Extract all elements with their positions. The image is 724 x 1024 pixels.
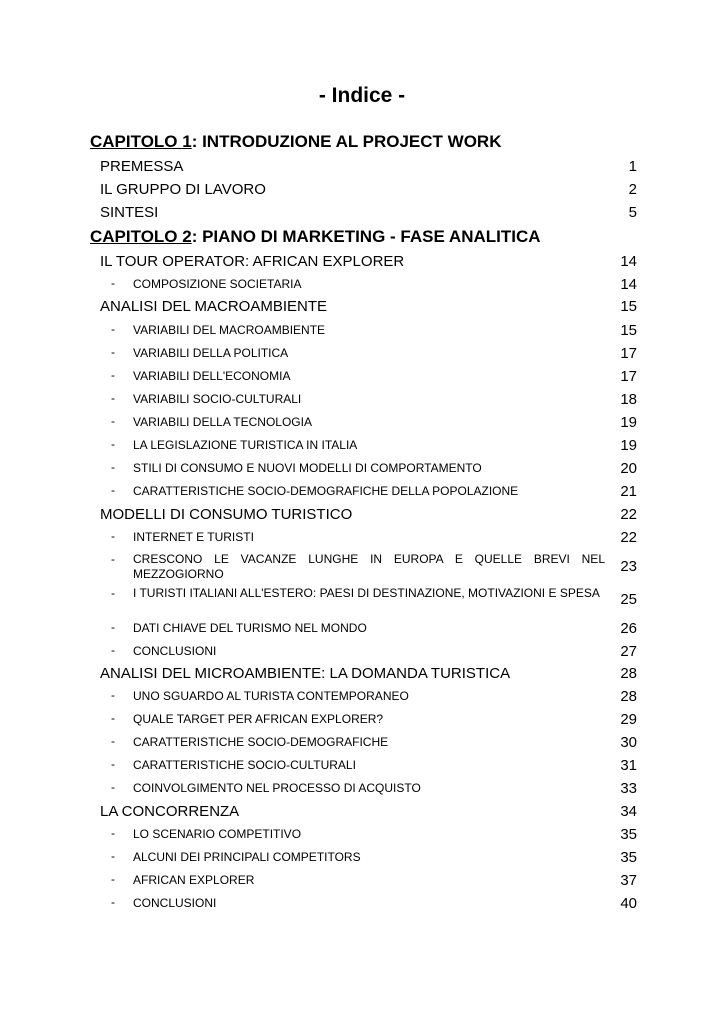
toc-entry-label: INTERNET E TURISTI — [133, 530, 254, 544]
chapter-2-title: : PIANO DI MARKETING - FASE ANALITICA — [191, 227, 541, 246]
toc-entry-label: SINTESI — [100, 204, 159, 221]
toc-entry-label: CARATTERISTICHE SOCIO-CULTURALI — [133, 758, 356, 772]
toc-entry-page: 29 — [620, 711, 637, 728]
toc-entry-page: 22 — [620, 529, 637, 546]
list-dash: - — [111, 711, 115, 725]
page-title: - Indice - — [318, 84, 406, 107]
list-dash: - — [111, 391, 115, 405]
chapter-2-number: CAPITOLO 2 — [90, 227, 192, 246]
toc-entry-page: 28 — [620, 688, 637, 705]
toc-entry-label: LA CONCORRENZA — [100, 803, 240, 820]
toc-entry-page: 22 — [620, 506, 637, 523]
toc-entry-label: I TURISTI ITALIANI ALL'ESTERO: PAESI DI DESTINAZIONE, MOTIVAZIONI E SPESA — [133, 586, 600, 600]
list-dash: - — [111, 620, 115, 634]
list-dash: - — [111, 460, 115, 474]
toc-entry-page: 14 — [620, 253, 637, 270]
chapter-1-number: CAPITOLO 1 — [90, 132, 192, 151]
list-dash: - — [111, 322, 115, 336]
toc-entry-page: 40 — [620, 895, 637, 912]
toc-entry-label: UNO SGUARDO AL TURISTA CONTEMPORANEO — [133, 689, 409, 703]
toc-entry-label: ALCUNI DEI PRINCIPALI COMPETITORS — [133, 850, 361, 864]
toc-entry-label: VARIABILI DEL MACROAMBIENTE — [133, 323, 326, 337]
toc-entry-page: 35 — [620, 849, 637, 866]
chapter-2-heading[interactable] — [90, 227, 541, 247]
list-dash: - — [111, 414, 115, 428]
list-dash: - — [111, 529, 115, 543]
toc-entry-page: 23 — [620, 558, 637, 575]
toc-entry-page: 15 — [620, 322, 637, 339]
list-dash: - — [111, 872, 115, 886]
toc-entry-page: 34 — [620, 803, 637, 820]
list-dash: - — [111, 849, 115, 863]
toc-entry-label: COMPOSIZIONE SOCIETARIA — [133, 277, 302, 291]
list-dash: - — [111, 586, 115, 600]
toc-entry-label: AFRICAN EXPLORER — [133, 873, 255, 887]
toc-entry-label: CARATTERISTICHE SOCIO-DEMOGRAFICHE DELLA POPOLAZIONE — [133, 484, 519, 498]
toc-entry-label: DATI CHIAVE DEL TURISMO NEL MONDO — [133, 621, 367, 635]
list-dash: - — [111, 276, 115, 290]
list-dash: - — [111, 688, 115, 702]
list-dash: - — [111, 345, 115, 359]
toc-entry-label: LO SCENARIO COMPETITIVO — [133, 827, 302, 841]
toc-entry-page: 15 — [620, 298, 637, 315]
toc-entry-page: 18 — [620, 391, 637, 408]
toc-entry-page: 37 — [620, 872, 637, 889]
list-dash: - — [111, 643, 115, 657]
toc-entry-page: 5 — [628, 204, 637, 221]
toc-entry-label: ANALISI DEL MICROAMBIENTE: LA DOMANDA TURISTICA — [100, 665, 511, 682]
toc-entry-page: 27 — [620, 643, 637, 660]
toc-entry-label: VARIABILI SOCIO-CULTURALI — [133, 392, 302, 406]
toc-entry-page: 17 — [620, 345, 637, 362]
list-dash: - — [111, 552, 115, 566]
toc-entry-page: 19 — [620, 414, 637, 431]
chapter-1-heading[interactable] — [90, 132, 501, 152]
list-dash: - — [111, 734, 115, 748]
toc-entry-page: 35 — [620, 826, 637, 843]
toc-entry-label: CRESCONO LE VACANZE LUNGHE IN EUROPA E QUELLE BREVI NEL MEZZOGIORNO — [133, 552, 605, 581]
toc-entry-label: CONCLUSIONI — [133, 896, 217, 910]
toc-entry-page: 1 — [628, 158, 637, 175]
toc-entry-label: ANALISI DEL MACROAMBIENTE — [100, 298, 327, 315]
toc-entry-page: 30 — [620, 734, 637, 751]
toc-entry-label: QUALE TARGET PER AFRICAN EXPLORER? — [133, 712, 384, 726]
toc-entry-label: IL TOUR OPERATOR: AFRICAN EXPLORER — [100, 253, 405, 270]
toc-entry-page: 19 — [620, 437, 637, 454]
toc-entry-label: CARATTERISTICHE SOCIO-DEMOGRAFICHE — [133, 735, 389, 749]
toc-entry-label: MODELLI DI CONSUMO TURISTICO — [100, 506, 353, 523]
toc-entry-page: 21 — [620, 483, 637, 500]
toc-entry-page: 25 — [620, 591, 637, 608]
toc-entry-label: COINVOLGIMENTO NEL PROCESSO DI ACQUISTO — [133, 781, 421, 795]
toc-entry-label: PREMESSA — [100, 158, 184, 175]
list-dash: - — [111, 368, 115, 382]
toc-entry-page: 28 — [620, 665, 637, 682]
list-dash: - — [111, 895, 115, 909]
toc-entry-page: 17 — [620, 368, 637, 385]
toc-entry-label: VARIABILI DELLA POLITICA — [133, 346, 289, 360]
list-dash: - — [111, 780, 115, 794]
toc-entry-label: CONCLUSIONI — [133, 644, 217, 658]
toc-entry-page: 33 — [620, 780, 637, 797]
toc-entry-page: 31 — [620, 757, 637, 774]
toc-entry-label: IL GRUPPO DI LAVORO — [100, 181, 266, 198]
toc-entry-page: 14 — [620, 276, 637, 293]
toc-entry-page: 26 — [620, 620, 637, 637]
toc-entry-label: VARIABILI DELL'ECONOMIA — [133, 369, 291, 383]
toc-entry-label: VARIABILI DELLA TECNOLOGIA — [133, 415, 312, 429]
toc-entry-page: 2 — [628, 181, 637, 198]
list-dash: - — [111, 437, 115, 451]
toc-entry-page: 20 — [620, 460, 637, 477]
chapter-1-title: : INTRODUZIONE AL PROJECT WORK — [191, 132, 502, 151]
list-dash: - — [111, 483, 115, 497]
list-dash: - — [111, 757, 115, 771]
toc-entry-label: LA LEGISLAZIONE TURISTICA IN ITALIA — [133, 438, 358, 452]
toc-entry-label: STILI DI CONSUMO E NUOVI MODELLI DI COMPORTAMENTO — [133, 461, 482, 475]
list-dash: - — [111, 826, 115, 840]
